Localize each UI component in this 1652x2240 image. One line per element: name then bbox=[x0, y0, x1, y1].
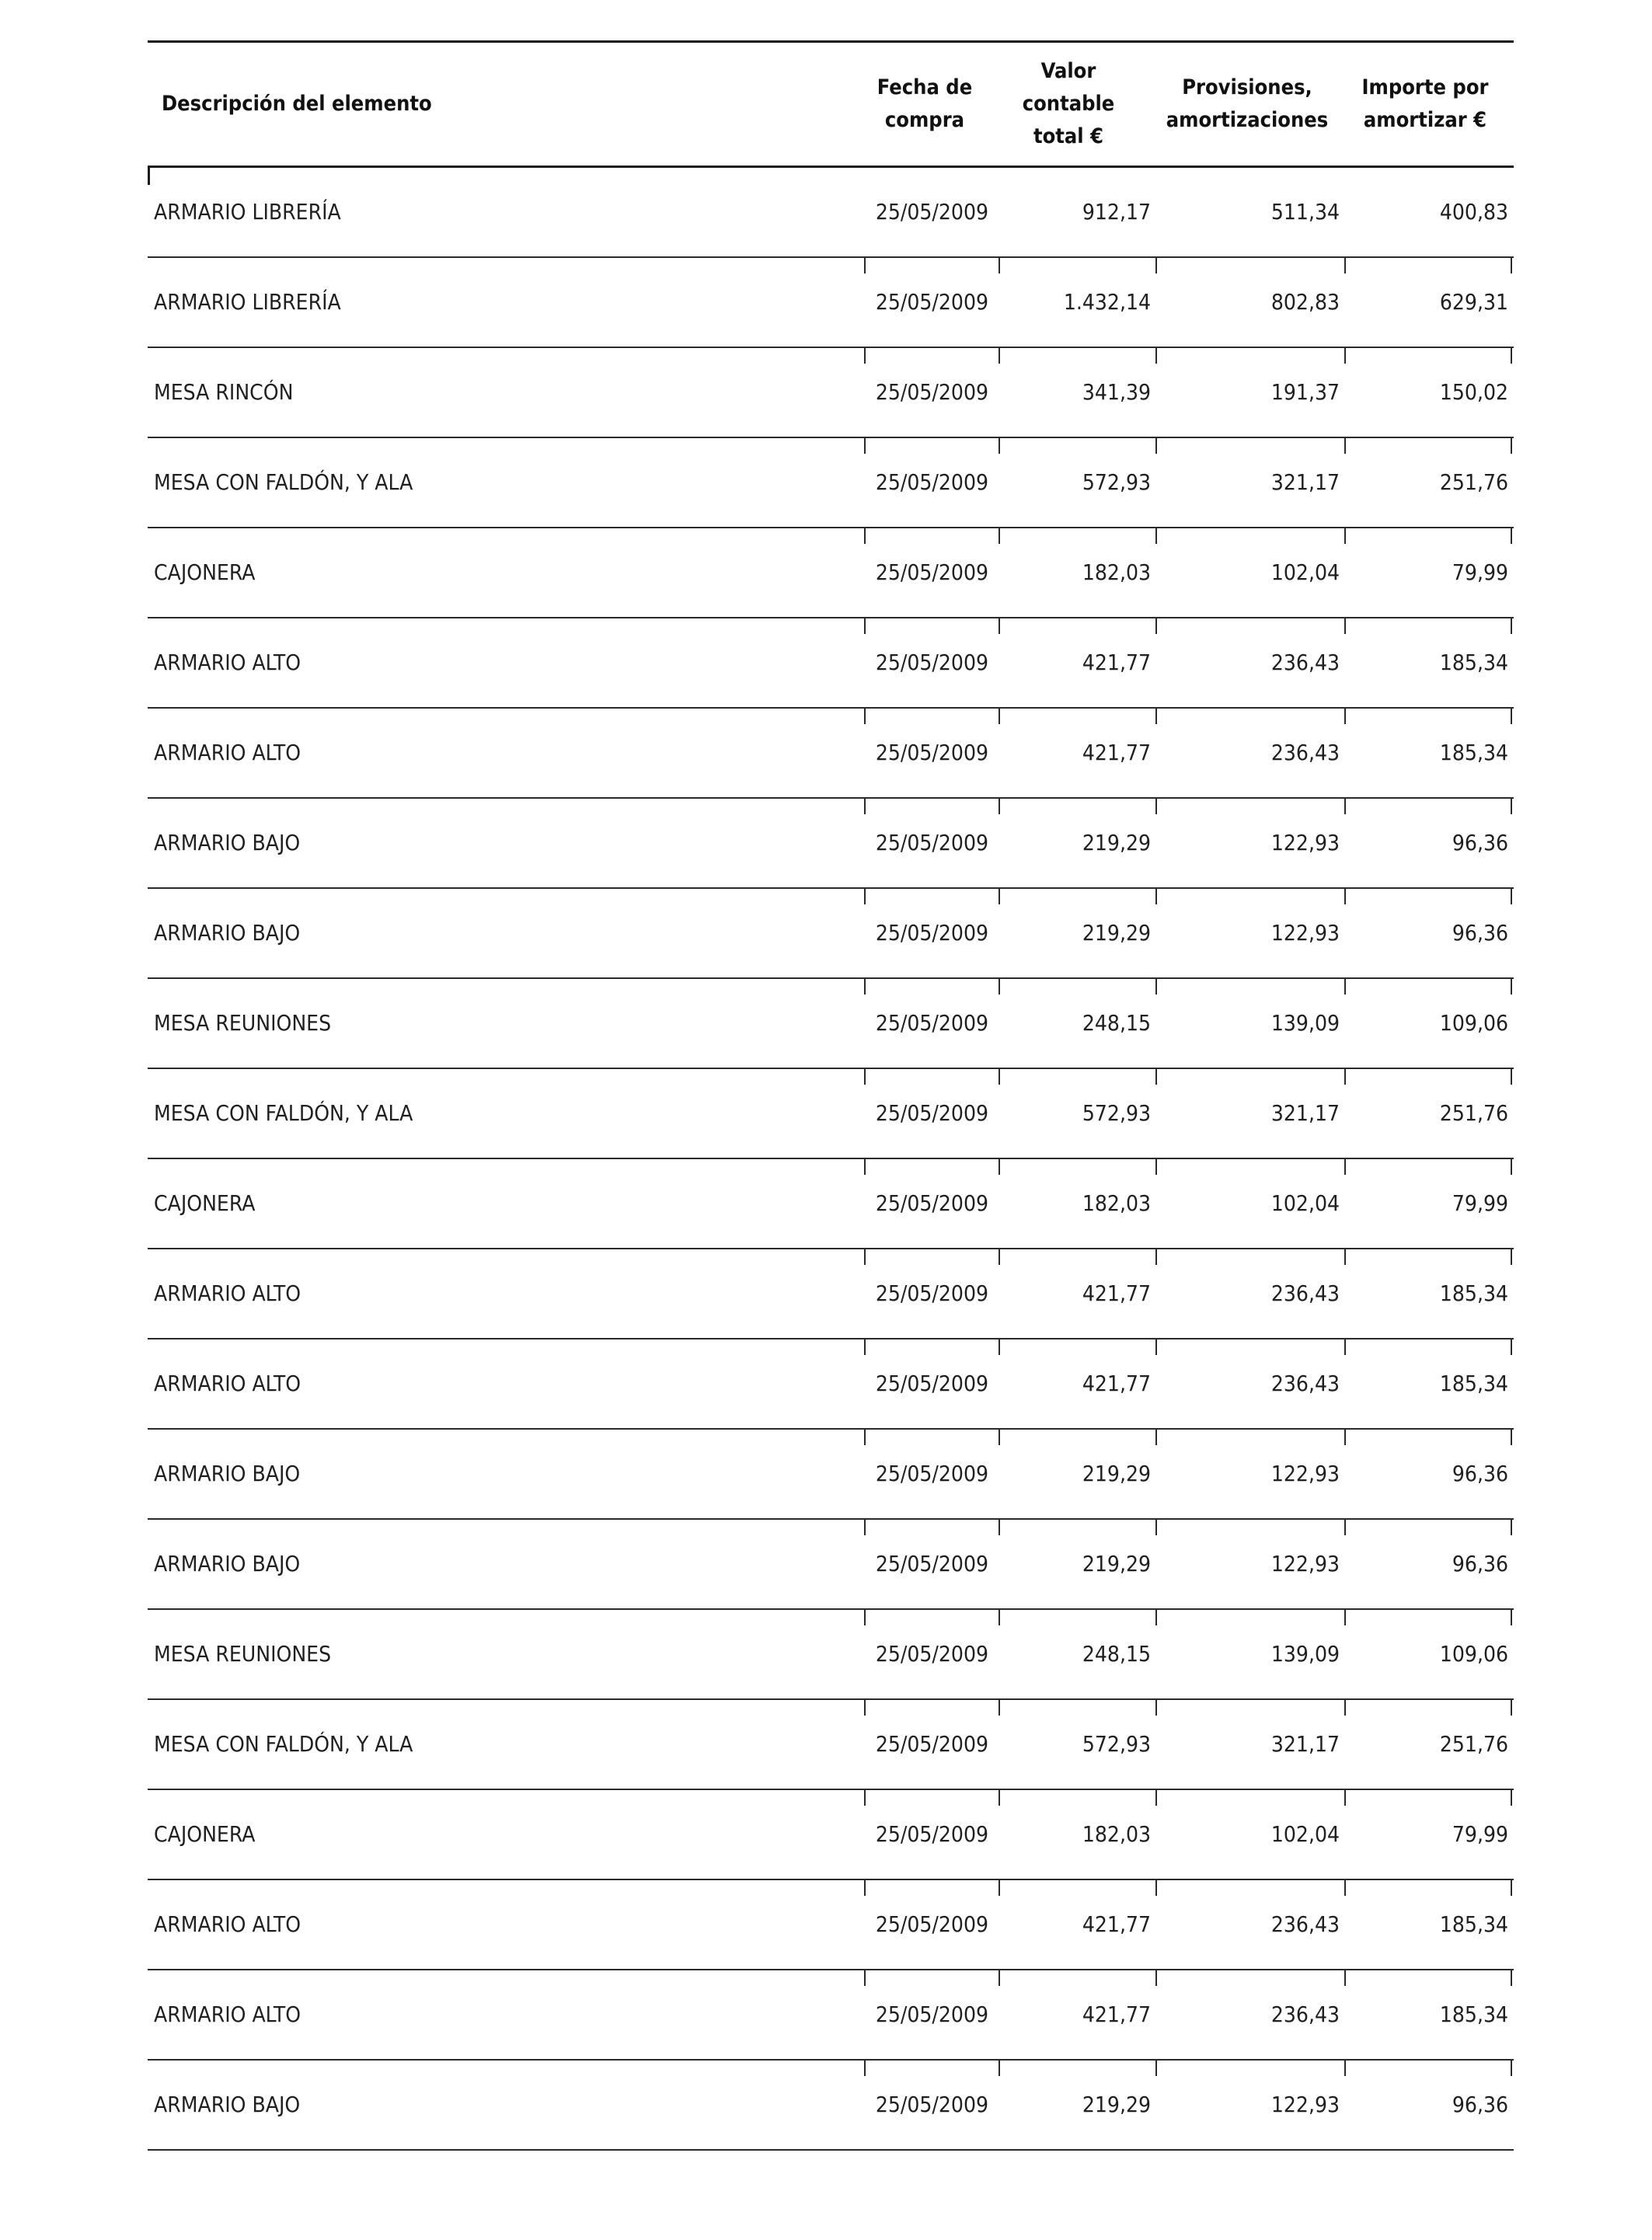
table-row bbox=[148, 1970, 1514, 2061]
cell-description: MESA RINCÓN bbox=[154, 379, 294, 405]
cell-book-value: 248,15 bbox=[1082, 1641, 1151, 1667]
table-row bbox=[148, 348, 1514, 438]
cell-book-value: 219,29 bbox=[1082, 830, 1151, 855]
cell-remaining: 185,34 bbox=[1439, 1911, 1508, 1937]
column-tick bbox=[1511, 1700, 1512, 1716]
table-row bbox=[148, 799, 1514, 889]
cell-provisions: 236,43 bbox=[1270, 1911, 1340, 1937]
cell-remaining: 109,06 bbox=[1439, 1641, 1508, 1667]
column-tick bbox=[1155, 438, 1157, 454]
cell-provisions: 139,09 bbox=[1270, 1641, 1340, 1667]
cell-book-value: 421,77 bbox=[1082, 650, 1151, 675]
table-row bbox=[148, 1339, 1514, 1430]
cell-purchase-date: 25/05/2009 bbox=[875, 1190, 988, 1216]
cell-book-value: 248,15 bbox=[1082, 1010, 1151, 1036]
cell-description: ARMARIO BAJO bbox=[154, 1461, 301, 1486]
table-row bbox=[148, 979, 1514, 1069]
table-row bbox=[148, 1159, 1514, 1249]
table-row bbox=[148, 168, 1514, 258]
cell-remaining: 185,34 bbox=[1439, 2001, 1508, 2027]
cell-remaining: 79,99 bbox=[1452, 1190, 1508, 1216]
cell-purchase-date: 25/05/2009 bbox=[875, 740, 988, 765]
cell-description: ARMARIO BAJO bbox=[154, 920, 301, 946]
cell-description: ARMARIO ALTO bbox=[154, 1371, 301, 1396]
cell-book-value: 421,77 bbox=[1082, 2001, 1151, 2027]
table-row bbox=[148, 258, 1514, 348]
table-row bbox=[148, 1430, 1514, 1520]
header-provisions: Provisiones, amortizaciones bbox=[1166, 75, 1329, 132]
cell-provisions: 122,93 bbox=[1270, 830, 1340, 855]
cell-provisions: 122,93 bbox=[1270, 920, 1340, 946]
cell-book-value: 572,93 bbox=[1082, 1731, 1151, 1757]
cell-provisions: 321,17 bbox=[1270, 1100, 1340, 1126]
cell-remaining: 400,83 bbox=[1439, 199, 1508, 225]
column-tick bbox=[1155, 979, 1157, 995]
cell-purchase-date: 25/05/2009 bbox=[875, 469, 988, 495]
cell-purchase-date: 25/05/2009 bbox=[875, 1911, 988, 1937]
cell-book-value: 219,29 bbox=[1082, 1461, 1151, 1486]
column-tick bbox=[1511, 1159, 1512, 1175]
column-tick bbox=[1155, 1339, 1157, 1355]
cell-remaining: 96,36 bbox=[1452, 830, 1508, 855]
cell-remaining: 109,06 bbox=[1439, 1010, 1508, 1036]
cell-description: ARMARIO LIBRERÍA bbox=[154, 199, 341, 225]
cell-remaining: 96,36 bbox=[1452, 1551, 1508, 1576]
column-tick bbox=[1155, 1520, 1157, 1535]
cell-purchase-date: 25/05/2009 bbox=[875, 2001, 988, 2027]
table-row bbox=[148, 528, 1514, 618]
cell-purchase-date: 25/05/2009 bbox=[875, 1641, 988, 1667]
column-tick bbox=[1511, 709, 1512, 724]
column-tick bbox=[1511, 1339, 1512, 1355]
column-tick bbox=[1511, 1520, 1512, 1535]
table-row bbox=[148, 2061, 1514, 2151]
table-row bbox=[148, 1069, 1514, 1159]
cell-remaining: 150,02 bbox=[1439, 379, 1508, 405]
header-description: Descripción del elemento bbox=[162, 92, 432, 116]
column-tick bbox=[1155, 889, 1157, 904]
cell-remaining: 79,99 bbox=[1452, 1821, 1508, 1847]
column-tick bbox=[1511, 799, 1512, 814]
column-tick bbox=[1511, 2061, 1512, 2076]
cell-provisions: 236,43 bbox=[1270, 740, 1340, 765]
cell-purchase-date: 25/05/2009 bbox=[875, 1100, 988, 1126]
cell-purchase-date: 25/05/2009 bbox=[875, 2092, 988, 2117]
cell-purchase-date: 25/05/2009 bbox=[875, 650, 988, 675]
cell-remaining: 251,76 bbox=[1439, 1100, 1508, 1126]
cell-remaining: 185,34 bbox=[1439, 1280, 1508, 1306]
column-tick bbox=[1155, 1700, 1157, 1716]
column-tick bbox=[1511, 979, 1512, 995]
cell-purchase-date: 25/05/2009 bbox=[875, 559, 988, 585]
table-header bbox=[148, 43, 1514, 168]
cell-purchase-date: 25/05/2009 bbox=[875, 830, 988, 855]
cell-description: ARMARIO ALTO bbox=[154, 2001, 301, 2027]
cell-book-value: 219,29 bbox=[1082, 920, 1151, 946]
cell-description: ARMARIO ALTO bbox=[154, 1911, 301, 1937]
cell-purchase-date: 25/05/2009 bbox=[875, 1461, 988, 1486]
cell-description: MESA CON FALDÓN, Y ALA bbox=[154, 469, 413, 495]
cell-book-value: 341,39 bbox=[1082, 379, 1151, 405]
cell-provisions: 321,17 bbox=[1270, 1731, 1340, 1757]
table-row bbox=[148, 438, 1514, 528]
column-tick bbox=[1511, 1069, 1512, 1085]
row-corner-mark bbox=[148, 168, 150, 185]
cell-book-value: 1.432,14 bbox=[1063, 289, 1151, 315]
column-tick bbox=[1155, 1790, 1157, 1806]
cell-purchase-date: 25/05/2009 bbox=[875, 1731, 988, 1757]
column-tick bbox=[1155, 1430, 1157, 1445]
column-tick bbox=[1511, 1790, 1512, 1806]
cell-book-value: 421,77 bbox=[1082, 740, 1151, 765]
cell-description: CAJONERA bbox=[154, 1190, 256, 1216]
column-tick bbox=[1511, 1430, 1512, 1445]
column-tick bbox=[1511, 438, 1512, 454]
cell-purchase-date: 25/05/2009 bbox=[875, 1551, 988, 1576]
table-row bbox=[148, 1880, 1514, 1970]
cell-description: MESA REUNIONES bbox=[154, 1641, 332, 1667]
cell-description: ARMARIO BAJO bbox=[154, 1551, 301, 1576]
column-tick bbox=[1511, 258, 1512, 273]
cell-provisions: 802,83 bbox=[1270, 289, 1340, 315]
column-tick bbox=[1155, 799, 1157, 814]
table-row bbox=[148, 618, 1514, 709]
cell-book-value: 182,03 bbox=[1082, 559, 1151, 585]
cell-book-value: 421,77 bbox=[1082, 1911, 1151, 1937]
cell-provisions: 236,43 bbox=[1270, 1280, 1340, 1306]
cell-remaining: 251,76 bbox=[1439, 1731, 1508, 1757]
cell-book-value: 912,17 bbox=[1082, 199, 1151, 225]
cell-remaining: 185,34 bbox=[1439, 740, 1508, 765]
column-tick bbox=[1155, 1610, 1157, 1625]
cell-provisions: 122,93 bbox=[1270, 2092, 1340, 2117]
cell-purchase-date: 25/05/2009 bbox=[875, 199, 988, 225]
column-tick bbox=[1511, 1880, 1512, 1896]
column-tick bbox=[1511, 618, 1512, 634]
cell-provisions: 102,04 bbox=[1270, 559, 1340, 585]
cell-description: MESA CON FALDÓN, Y ALA bbox=[154, 1731, 413, 1757]
cell-provisions: 236,43 bbox=[1270, 650, 1340, 675]
cell-description: MESA CON FALDÓN, Y ALA bbox=[154, 1100, 413, 1126]
table-row bbox=[148, 1790, 1514, 1880]
cell-book-value: 572,93 bbox=[1082, 469, 1151, 495]
table-row bbox=[148, 1700, 1514, 1790]
column-tick bbox=[1155, 528, 1157, 544]
column-tick bbox=[1155, 348, 1157, 364]
cell-remaining: 96,36 bbox=[1452, 920, 1508, 946]
cell-purchase-date: 25/05/2009 bbox=[875, 289, 988, 315]
column-tick bbox=[1511, 528, 1512, 544]
cell-provisions: 191,37 bbox=[1270, 379, 1340, 405]
table-row bbox=[148, 1610, 1514, 1700]
cell-provisions: 102,04 bbox=[1270, 1821, 1340, 1847]
cell-description: CAJONERA bbox=[154, 559, 256, 585]
column-tick bbox=[1155, 1970, 1157, 1986]
column-tick bbox=[1511, 1610, 1512, 1625]
column-tick bbox=[1511, 1970, 1512, 1986]
cell-description: ARMARIO ALTO bbox=[154, 1280, 301, 1306]
cell-book-value: 219,29 bbox=[1082, 2092, 1151, 2117]
cell-provisions: 321,17 bbox=[1270, 469, 1340, 495]
cell-purchase-date: 25/05/2009 bbox=[875, 920, 988, 946]
table-row bbox=[148, 1249, 1514, 1339]
cell-remaining: 79,99 bbox=[1452, 559, 1508, 585]
column-tick bbox=[1155, 1880, 1157, 1896]
column-tick bbox=[1155, 1069, 1157, 1085]
cell-description: ARMARIO ALTO bbox=[154, 740, 301, 765]
column-tick bbox=[1155, 1159, 1157, 1175]
table-row bbox=[148, 709, 1514, 799]
column-tick bbox=[1155, 618, 1157, 634]
cell-provisions: 511,34 bbox=[1270, 199, 1340, 225]
column-tick bbox=[1511, 889, 1512, 904]
column-tick bbox=[1155, 2061, 1157, 2076]
header-purchase-date: Fecha de compra bbox=[877, 75, 973, 132]
cell-purchase-date: 25/05/2009 bbox=[875, 1371, 988, 1396]
cell-remaining: 185,34 bbox=[1439, 650, 1508, 675]
cell-provisions: 122,93 bbox=[1270, 1461, 1340, 1486]
cell-book-value: 572,93 bbox=[1082, 1100, 1151, 1126]
column-tick bbox=[1155, 1249, 1157, 1265]
cell-purchase-date: 25/05/2009 bbox=[875, 379, 988, 405]
column-tick bbox=[1511, 1249, 1512, 1265]
cell-remaining: 251,76 bbox=[1439, 469, 1508, 495]
header-remaining: Importe por amortizar € bbox=[1361, 75, 1489, 132]
cell-book-value: 182,03 bbox=[1082, 1821, 1151, 1847]
cell-description: ARMARIO ALTO bbox=[154, 650, 301, 675]
cell-purchase-date: 25/05/2009 bbox=[875, 1280, 988, 1306]
cell-remaining: 96,36 bbox=[1452, 2092, 1508, 2117]
cell-provisions: 139,09 bbox=[1270, 1010, 1340, 1036]
cell-book-value: 421,77 bbox=[1082, 1280, 1151, 1306]
cell-description: CAJONERA bbox=[154, 1821, 256, 1847]
cell-provisions: 122,93 bbox=[1270, 1551, 1340, 1576]
cell-book-value: 182,03 bbox=[1082, 1190, 1151, 1216]
cell-description: ARMARIO LIBRERÍA bbox=[154, 289, 341, 315]
cell-purchase-date: 25/05/2009 bbox=[875, 1010, 988, 1036]
cell-provisions: 102,04 bbox=[1270, 1190, 1340, 1216]
cell-purchase-date: 25/05/2009 bbox=[875, 1821, 988, 1847]
column-tick bbox=[1155, 258, 1157, 273]
cell-description: MESA REUNIONES bbox=[154, 1010, 332, 1036]
table-row bbox=[148, 1520, 1514, 1610]
cell-description: ARMARIO BAJO bbox=[154, 830, 301, 855]
column-tick bbox=[1155, 709, 1157, 724]
cell-remaining: 96,36 bbox=[1452, 1461, 1508, 1486]
cell-provisions: 236,43 bbox=[1270, 1371, 1340, 1396]
cell-remaining: 629,31 bbox=[1439, 289, 1508, 315]
header-book-value: Valor contable total € bbox=[1022, 59, 1115, 148]
table-row bbox=[148, 889, 1514, 979]
cell-book-value: 219,29 bbox=[1082, 1551, 1151, 1576]
cell-description: ARMARIO BAJO bbox=[154, 2092, 301, 2117]
cell-book-value: 421,77 bbox=[1082, 1371, 1151, 1396]
column-tick bbox=[1511, 348, 1512, 364]
cell-provisions: 236,43 bbox=[1270, 2001, 1340, 2027]
cell-remaining: 185,34 bbox=[1439, 1371, 1508, 1396]
